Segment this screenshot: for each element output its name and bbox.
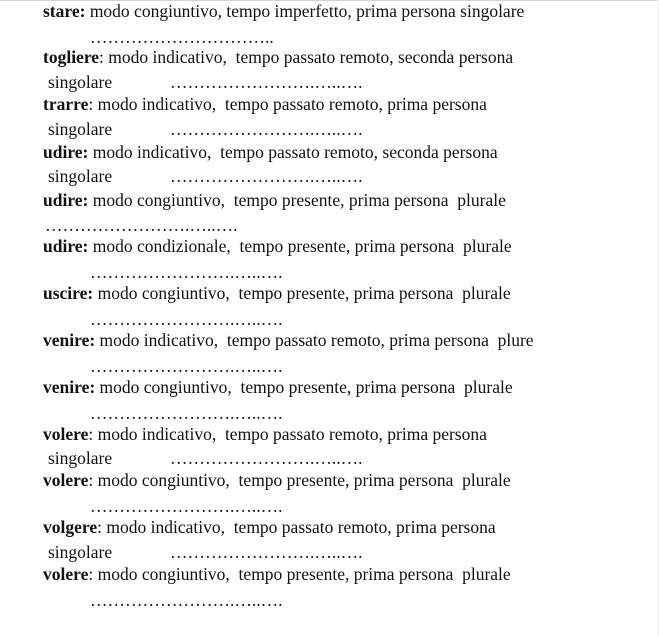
item-description: : modo congiuntivo, tempo presente, prima persona plurale [88, 470, 511, 490]
item-description: : modo indicativo, tempo passato remoto, prima persona [88, 94, 487, 114]
exercise-item-prompt [43, 282, 511, 304]
item-description: modo congiuntivo, tempo presente, prima persona plurale [93, 283, 511, 303]
item-description: : modo congiuntivo, tempo presente, prima persona plurale [88, 564, 511, 584]
verb-label: udire: [43, 142, 89, 162]
item-description: : modo indicativo, tempo passato remoto, prima persona [97, 517, 496, 537]
answer-blank[interactable]: …………………….…..…. [90, 403, 283, 423]
verb-label: udire: [43, 190, 89, 210]
item-description: modo congiuntivo, tempo presente, prima persona plurale [88, 190, 506, 210]
item-description: : modo indicativo, tempo passato remoto, seconda persona [99, 47, 514, 67]
verb-label: trarre [43, 94, 89, 114]
item-description: modo congiuntivo, tempo imperfetto, prima persona singolare [85, 1, 525, 21]
item-continuation: singolare [48, 72, 113, 92]
item-description: modo indicativo, tempo passato remoto, seconda persona [88, 142, 498, 162]
verb-label: uscire: [43, 283, 94, 303]
answer-blank[interactable]: …………………….…..…. [90, 356, 283, 376]
answer-blank[interactable]: …………………….…..…. [170, 448, 363, 468]
verb-label: stare: [43, 1, 86, 21]
answer-blank[interactable]: ………………………….. [90, 27, 274, 47]
item-continuation: singolare [48, 166, 113, 186]
exercise-item-prompt [43, 189, 506, 211]
verb-label: udire: [43, 236, 89, 256]
verb-label: volere [43, 470, 89, 490]
exercise-item-prompt [43, 563, 511, 585]
exercise-item-prompt [43, 93, 487, 115]
exercise-item-prompt [43, 329, 534, 351]
answer-blank[interactable]: …………………….…..…. [90, 262, 283, 282]
exercise-item-prompt [43, 46, 513, 68]
item-continuation: singolare [48, 119, 113, 139]
verb-label: volere [43, 564, 89, 584]
answer-blank[interactable]: …………………….…..…. [170, 119, 363, 139]
exercise-item-prompt [43, 141, 498, 163]
item-continuation: singolare [48, 448, 113, 468]
answer-blank[interactable]: …………………….…..…. [170, 166, 363, 186]
item-continuation: singolare [48, 542, 113, 562]
exercise-item-prompt [43, 516, 496, 538]
answer-blank[interactable]: …………………….…..…. [90, 590, 283, 610]
exercise-item-prompt [43, 0, 524, 22]
verb-label: venire: [43, 330, 96, 350]
verb-label: venire: [43, 377, 96, 397]
answer-blank[interactable]: …………………….…..…. [90, 496, 283, 516]
exercise-item-prompt [43, 423, 487, 445]
item-description: modo condizionale, tempo presente, prima persona plurale [88, 236, 512, 256]
answer-blank[interactable]: …………………….…..…. [170, 542, 363, 562]
answer-blank[interactable]: …………………….…..…. [90, 309, 283, 329]
verb-label: volere [43, 424, 89, 444]
answer-blank[interactable]: …………………….…..…. [170, 72, 363, 92]
verb-label: togliere [43, 47, 100, 67]
exercise-item-prompt [43, 235, 512, 257]
item-description: modo indicativo, tempo passato remoto, prima persona plure [95, 330, 534, 350]
answer-blank[interactable]: …………………….…..…. [45, 215, 238, 235]
exercise-item-prompt [43, 376, 513, 398]
item-description: : modo indicativo, tempo passato remoto, prima persona [88, 424, 487, 444]
verb-label: volgere [43, 517, 98, 537]
item-description: modo congiuntivo, tempo presente, prima persona plurale [95, 377, 513, 397]
exercise-item-prompt [43, 469, 511, 491]
